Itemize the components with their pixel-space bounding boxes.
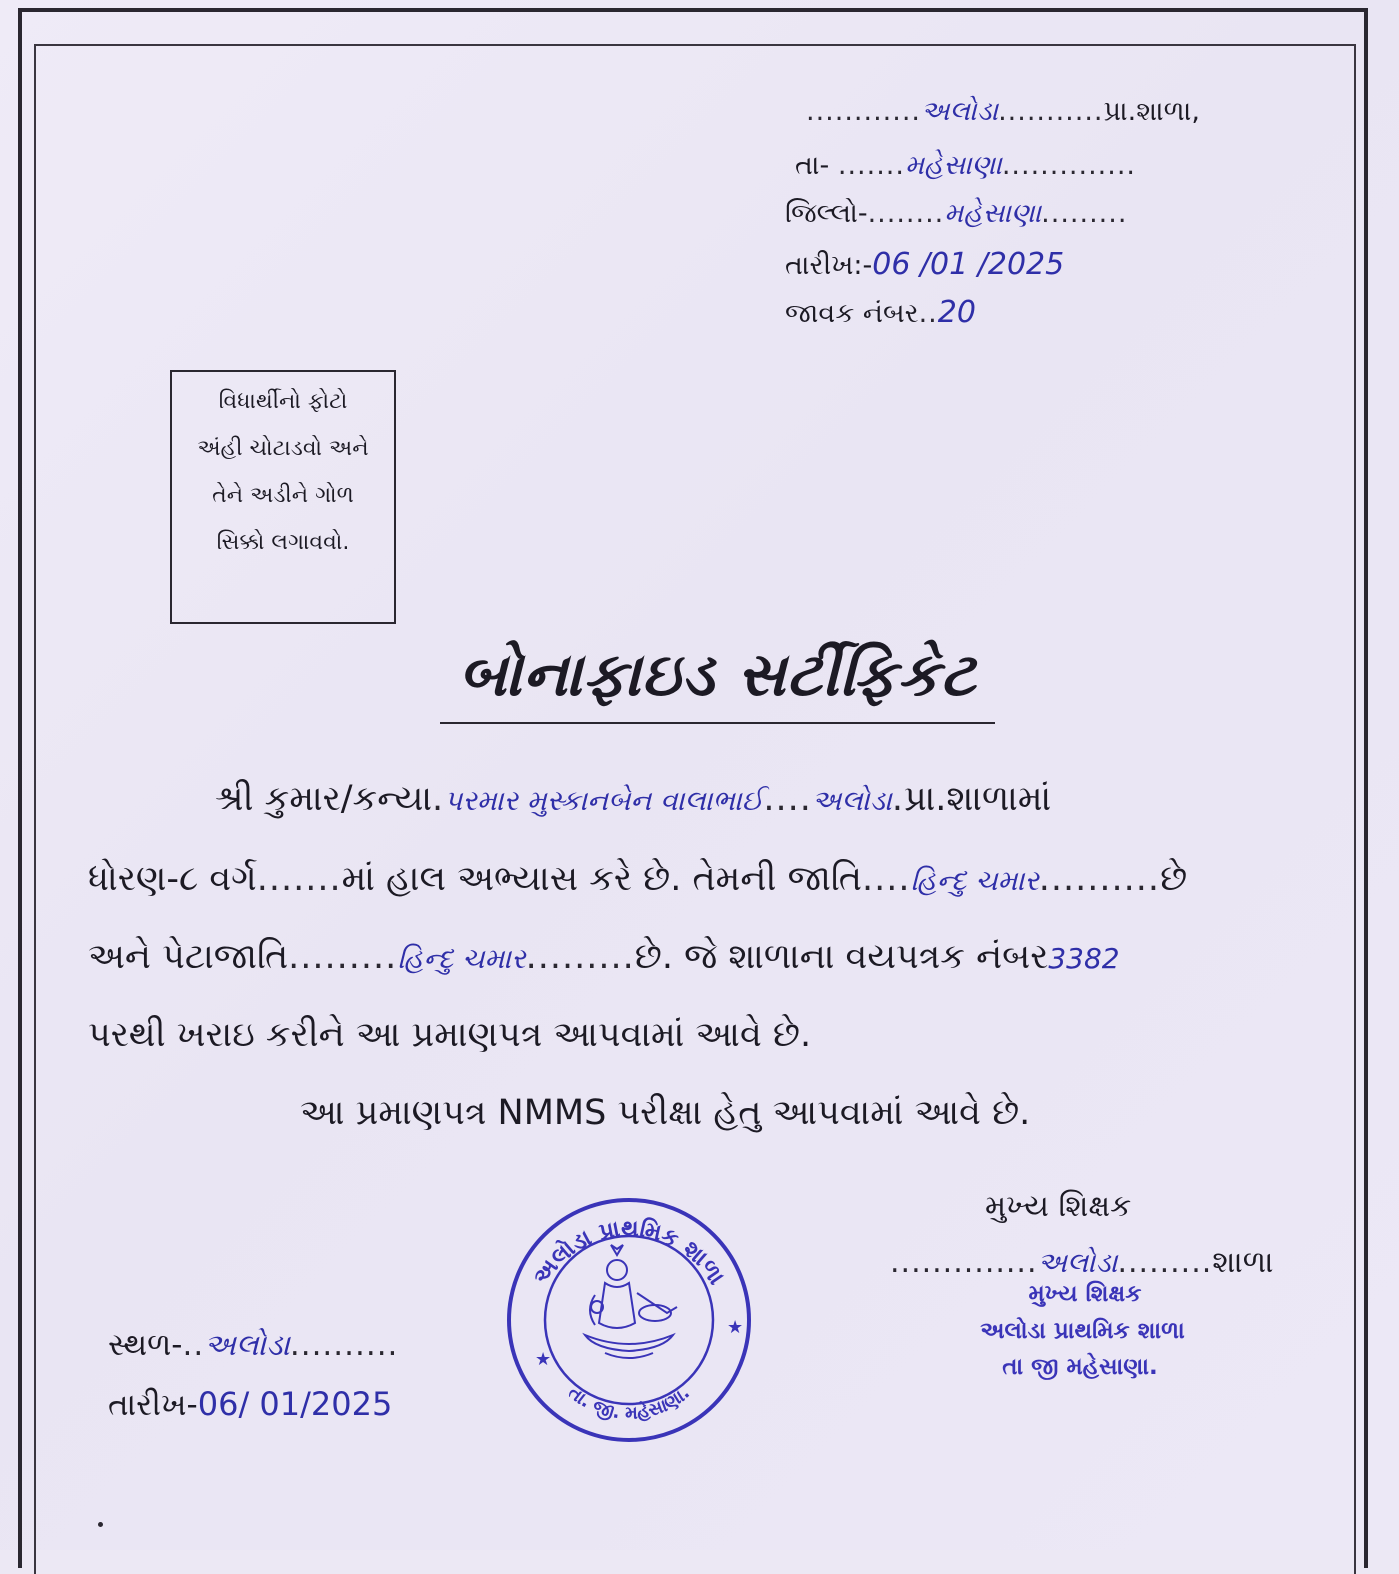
register-label: છે. જે શાળાના વયપત્રક નંબર <box>634 937 1049 977</box>
signature-line: ..............અલોડા.........શાળા <box>890 1245 1274 1280</box>
caste-value: હિન્દુ ચમાર <box>910 864 1039 897</box>
header-school-line: ............અલોડા...........પ્રા.શાળા, <box>806 96 1200 127</box>
place-value: અલોડા <box>204 1328 290 1363</box>
seal-bottom-text: તા. જી. મહેસાણા. <box>564 1382 694 1424</box>
photo-instruction-line: સિક્કો લગાવવો. <box>216 530 350 555</box>
goddess-figure-icon <box>585 1245 677 1358</box>
caste-suffix: છે <box>1160 859 1188 899</box>
class-mid: માં હાલ અભ્યાસ કરે છે. તેમની જાતિ <box>341 859 862 899</box>
body-line-4: પરથી ખરાઇ કરીને આ પ્રમાણપત્ર આપવામાં આવે છે. <box>88 1015 812 1055</box>
school-suffix: પ્રા.શાળા, <box>1103 96 1200 127</box>
place-label: સ્થળ- <box>108 1327 183 1363</box>
body-line-3: અને પેટાજાતિ.........હિન્દુ ચમાર.........છે. જે શાળાના વયપત્રક નંબર3382 <box>88 937 1120 977</box>
footer-date-value: 06/ 01/2025 <box>197 1385 393 1423</box>
stamp-line-3: તા જી મહેસાણા. <box>1002 1354 1158 1380</box>
student-prefix: શ્રી કુમાર/કન્યા <box>215 779 433 819</box>
signature-scribble: અલોડા <box>1037 1246 1118 1279</box>
body-line-2: ધોરણ-૮ વર્ગ.......માં હાલ અભ્યાસ કરે છે. તેમની જાતિ....હિન્દુ ચમાર..........છે <box>88 859 1188 899</box>
signature-school-suffix: શાળા <box>1212 1245 1274 1280</box>
school-suffix-body: પ્રા.શાળામાં <box>904 779 1052 819</box>
photo-instruction-line: વિધાર્થીનો ફોટો <box>218 389 348 414</box>
stamp-line-2: અલોડા પ્રાથમિક શાળા <box>980 1318 1185 1344</box>
district-value: મહેસાણા <box>944 198 1042 229</box>
certificate-title: બોનાફાઇડ સર્ટીફિકેટ <box>440 640 995 724</box>
seal-star-icon: ★ <box>535 1349 552 1370</box>
stray-dot <box>98 1522 103 1527</box>
headmaster-title: મુખ્ય શિક્ષક <box>985 1189 1132 1224</box>
student-name: પરમાર મુસ્કાનબેન વાલાભાઈ <box>444 784 764 817</box>
photo-placeholder-box <box>170 370 396 624</box>
stamp-line-1: મુખ્ય શિક્ષક <box>1028 1281 1142 1307</box>
student-school: અલોડા <box>811 784 892 817</box>
footer-date-label: તારીખ- <box>108 1387 198 1423</box>
header-date-line <box>785 247 1065 282</box>
header-district-line: જિલ્લો-........મહેસાણા......... <box>785 198 1128 229</box>
taluka-label: તા- <box>795 150 830 181</box>
inward-label: જાવક નંબર <box>785 298 919 329</box>
footer-place-line: સ્થળ-..અલોડા.......... <box>108 1327 399 1363</box>
school-seal <box>505 1195 753 1445</box>
footer-date-line <box>108 1385 393 1423</box>
inward-value: 20 <box>937 295 976 330</box>
header-inward-line: જાવક નંબર..20 <box>785 295 976 330</box>
date-value: 06 /01 /2025 <box>872 247 1065 282</box>
body-line-1: શ્રી કુમાર/કન્યા.પરમાર મુસ્કાનબેન વાલાભાઈ....અલોડા.પ્રા.શાળામાં <box>215 779 1052 819</box>
subcaste-value: હિન્દુ ચમાર <box>397 942 526 975</box>
date-label: તારીખ:- <box>785 250 873 281</box>
seal-star-icon: ★ <box>727 1317 744 1338</box>
taluka-value: મહેસાણા <box>904 150 1002 181</box>
header-taluka-line: તા- .......મહેસાણા.............. <box>795 150 1136 181</box>
body-line-5: આ પ્રમાણપત્ર NMMS પરીક્ષા હેતુ આપવામાં આવે છે. <box>300 1093 1031 1133</box>
photo-instruction-line: અંહી ચોટાડવો અને <box>197 436 369 461</box>
subcaste-prefix: અને પેટાજાતિ <box>88 937 289 977</box>
school-value: અલોડા <box>921 96 999 127</box>
register-number: 3382 <box>1048 942 1120 975</box>
class-prefix: ધોરણ-૮ વર્ગ <box>88 859 257 899</box>
seal-top-text: અલોડા પ્રાથમિક શાળા <box>528 1215 730 1290</box>
district-label: જિલ્લો- <box>785 198 868 229</box>
photo-instruction-line: તેને અડીને ગોળ <box>212 483 354 508</box>
